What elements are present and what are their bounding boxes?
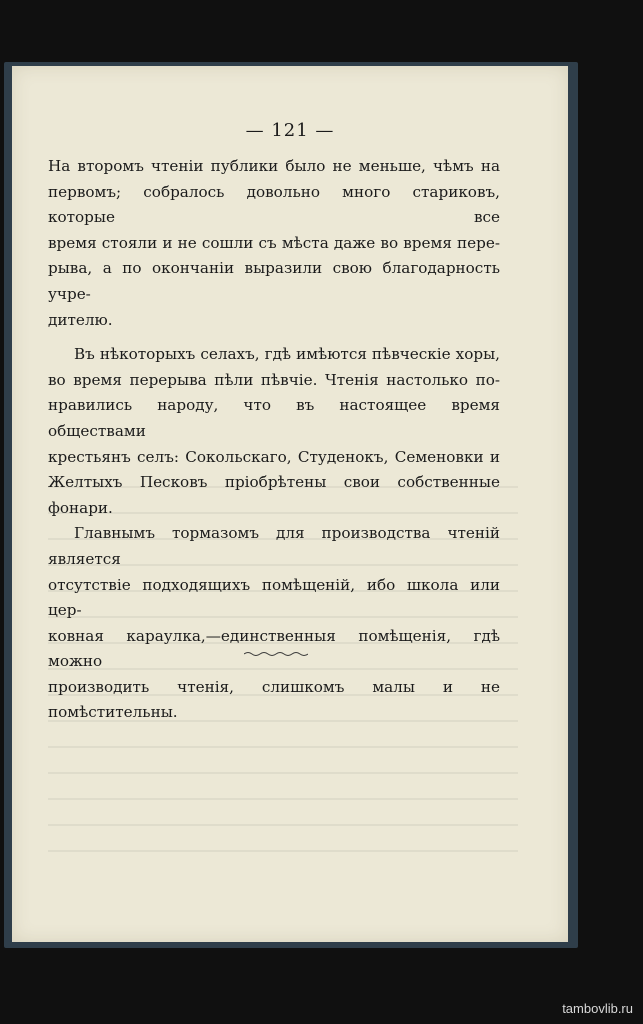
site-watermark: tambovlib.ru xyxy=(562,1001,633,1016)
page-number: — 121 — xyxy=(245,120,335,141)
text-line: дителю. xyxy=(48,310,113,329)
text-line: крестьянъ селъ: Сокольскаго, Студенокъ, Семеновки и xyxy=(48,447,500,466)
text-line: рыва, а по окончаніи выразили свою благодарность учре- xyxy=(48,259,500,303)
text-line: нравились народу, что въ настоящее время обществами xyxy=(48,396,500,440)
text-line: во время перерыва пѣли пѣвчіе. Чтенія настолько по- xyxy=(48,370,500,389)
text-line: Желтыхъ Песковъ пріобрѣтены свои собственные фонари. xyxy=(48,473,500,517)
text-line: время стояли и не сошли съ мѣста даже во время пере- xyxy=(48,233,500,252)
decorative-wavy-rule xyxy=(244,651,308,657)
text-line: Въ нѣкоторыхъ селахъ, гдѣ имѣются пѣвческіе хоры, xyxy=(74,345,500,364)
text-line: На второмъ чтеніи публики было не меньше, чѣмъ на xyxy=(48,157,500,175)
text-line: ковная караулка,—единственныя помѣщенія, гдѣ можно xyxy=(48,626,500,671)
text-line: Главнымъ тормазомъ для производства чтеній является xyxy=(48,524,500,568)
paragraph-gap xyxy=(48,333,500,342)
book-page xyxy=(12,66,568,942)
body-text xyxy=(48,154,500,726)
text-line: производить чтенія, слишкомъ малы и не помѣстительны. xyxy=(48,677,500,722)
text-line: первомъ; собралось довольно много стариковъ, которые все xyxy=(48,182,500,227)
text-line: отсутствіе подходящихъ помѣщеній, ибо школа или цер- xyxy=(48,575,500,620)
